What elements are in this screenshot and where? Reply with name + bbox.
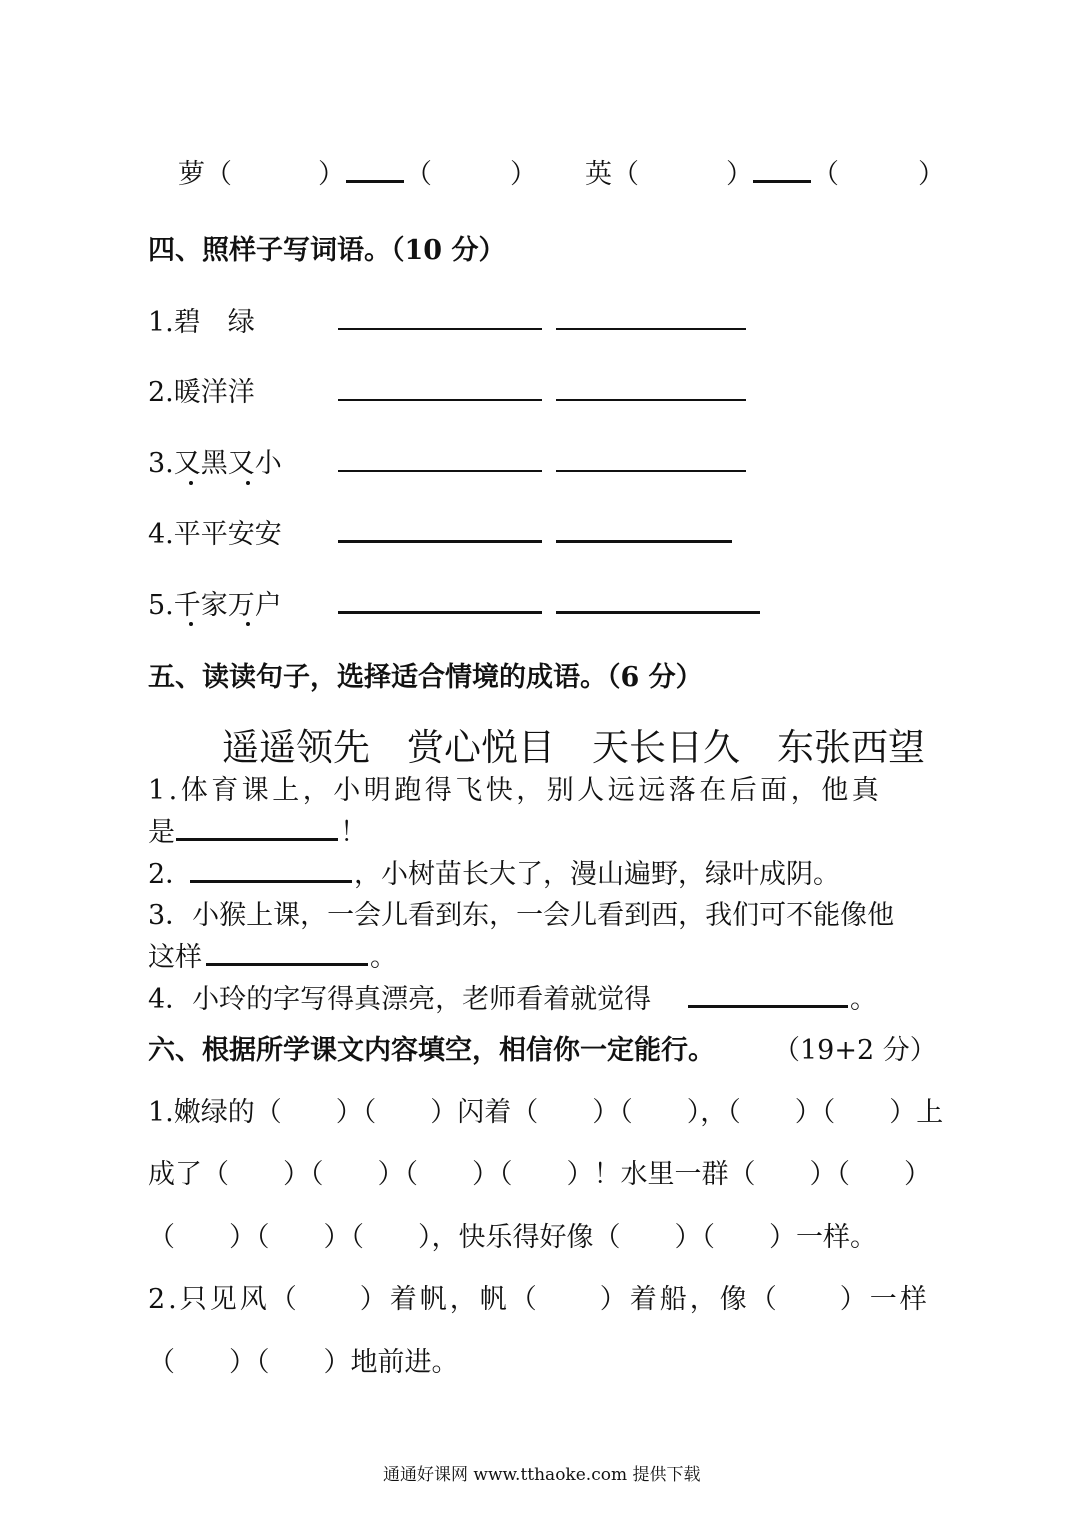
question-2-post: ，小树苗长大了，漫山遍野，绿叶成阴。 — [354, 859, 840, 890]
fill-line-3: （ ）（ ）（ ），快乐得好像（ ）（ ）一样。 — [148, 1222, 877, 1253]
section4-title: 四、照样子写词语。（10 分） — [148, 235, 506, 266]
question-3-post: 。 — [370, 942, 397, 973]
word-item: 4.平平安安 — [148, 519, 282, 550]
fill-line-4: 2.只见风（ ）着帆，帆（ ）着船，像（ ）一样 — [148, 1284, 930, 1315]
fill-line-5: （ ）（ ）地前进。 — [148, 1347, 459, 1378]
emphasis-dot — [246, 481, 250, 485]
word-item: 2.暖洋洋 — [148, 377, 255, 408]
word-item: 5.千家万户 — [148, 590, 282, 621]
question-4-pre: 4．小玲的字写得真漂亮，老师看着就觉得 — [148, 984, 652, 1015]
answer-blank[interactable] — [206, 963, 368, 966]
ying-char: 英（ — [585, 159, 639, 190]
question-1-post: ！ — [340, 817, 367, 848]
answer-blank[interactable] — [338, 470, 542, 472]
emphasis-dot — [246, 622, 250, 626]
section6-title: 六、根据所学课文内容填空，相信你一定能行。 — [148, 1035, 715, 1066]
answer-blank[interactable] — [190, 880, 352, 883]
emphasis-dot — [189, 481, 193, 485]
fill-line-1: 1.嫩绿的（ ）（ ）闪着（ ）（ ），（ ）（ ）上 — [148, 1097, 944, 1128]
luo-char: 萝（ — [178, 159, 232, 190]
footer-source: 通通好课网 www.tthaoke.com 提供下载 — [383, 1465, 701, 1485]
paren-close: ） — [510, 159, 537, 190]
emphasis-dot — [189, 622, 193, 626]
answer-blank[interactable] — [688, 1005, 848, 1008]
fill-line-2: 成了（ ）（ ）（ ）（ ）！水里一群（ ）（ ） — [148, 1159, 931, 1190]
answer-blank[interactable] — [556, 328, 746, 330]
answer-blank[interactable] — [346, 180, 404, 183]
idiom-options: 遥遥领先 赏心悦目 天长日久 东张西望 — [222, 726, 925, 769]
answer-blank[interactable] — [338, 399, 542, 401]
answer-blank[interactable] — [176, 838, 338, 841]
paren-open: （ — [405, 159, 432, 190]
section6-score: （19+2 分） — [773, 1035, 937, 1066]
answer-blank[interactable] — [556, 611, 760, 614]
question-4-post: 。 — [850, 984, 877, 1015]
paren-close: ） — [726, 159, 753, 190]
paren-close: ） — [918, 159, 945, 190]
paren-open: （ — [812, 159, 839, 190]
section5-title: 五、读读句子，选择适合情境的成语。（6 分） — [148, 662, 703, 693]
question-3-pre: 这样 — [148, 942, 202, 973]
answer-blank[interactable] — [338, 611, 542, 614]
answer-blank[interactable] — [556, 399, 746, 401]
question-2-pre: 2． — [148, 859, 193, 890]
answer-blank[interactable] — [338, 328, 542, 330]
answer-blank[interactable] — [753, 180, 811, 183]
paren-close: ） — [318, 159, 345, 190]
answer-blank[interactable] — [556, 540, 732, 543]
answer-blank[interactable] — [556, 470, 746, 472]
answer-blank[interactable] — [338, 540, 542, 543]
question-3-line1: 3．小猴上课，一会儿看到东，一会儿看到西，我们可不能像他 — [148, 900, 895, 931]
question-1-line1: 1.体育课上，小明跑得飞快，别人远远落在后面，他真 — [148, 775, 883, 806]
question-1-pre: 是 — [148, 817, 175, 848]
word-item: 3.又黑又小 — [148, 448, 282, 479]
word-item: 1.碧 绿 — [148, 307, 255, 338]
